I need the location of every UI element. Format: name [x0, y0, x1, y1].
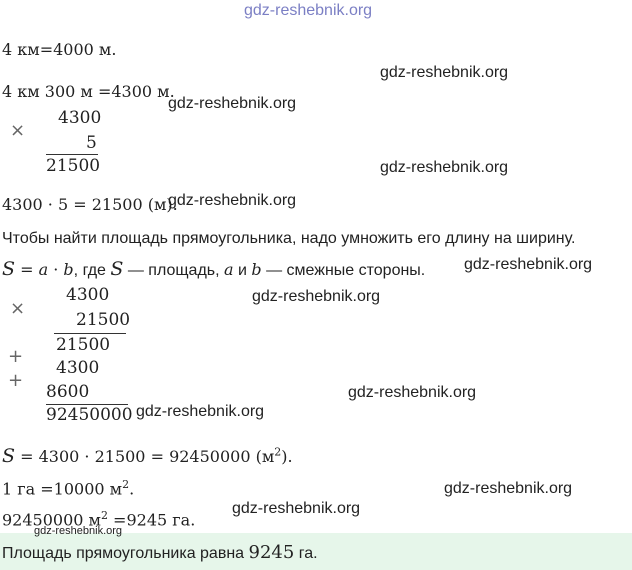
line4-sup: 2 — [274, 445, 282, 459]
watermark: gdz-reshebnik.org — [168, 192, 297, 209]
line-4km300m: 4 км 300 м =4300 м. — [2, 82, 175, 101]
formula-line — [2, 258, 425, 280]
answer-text — [2, 542, 318, 563]
line4-rest: = 4300 · 21500 = 92450000 (м — [15, 447, 275, 466]
formula-where: где — [78, 262, 111, 279]
line-1ha — [2, 478, 134, 498]
answer-box — [0, 533, 632, 570]
watermark: gdz-reshebnik.org — [232, 500, 361, 517]
line5-end: . — [129, 479, 135, 499]
line-4km: 4 км=4000 м. — [2, 40, 117, 59]
mult2-rule-1 — [54, 333, 126, 334]
line6-b: =9245 га. — [107, 510, 196, 530]
mult2-partial-1: 21500 — [56, 335, 111, 355]
mult2-partial-3: 8600 — [46, 382, 90, 402]
watermark: gdz-reshebnik.org — [380, 159, 509, 176]
formula-dot: · — [48, 260, 64, 279]
formula-dash1: — площадь, — [123, 262, 224, 279]
line4-end: ). — [281, 447, 293, 466]
mult2-partial-2: 4300 — [56, 358, 100, 378]
formula-S: S — [2, 258, 16, 280]
mult2-operand-a: 4300 — [66, 285, 110, 305]
formula-b: b — [63, 260, 74, 279]
formula-comma: , — [73, 262, 79, 279]
mult1-operand-b: 5 — [86, 133, 97, 153]
line4-S: S — [2, 445, 16, 467]
line6-sup: 2 — [100, 509, 108, 522]
formula-and: и — [233, 262, 252, 279]
watermark: gdz-reshebnik.org — [168, 95, 297, 112]
mult2-operand-b: 21500 — [76, 310, 131, 330]
watermark-small: gdz-reshebnik.org — [34, 525, 123, 537]
formula-b2: b — [251, 260, 262, 279]
mult2-result: 92450000 — [46, 405, 133, 425]
line-4300x5: 4300 · 5 = 21500 (м). — [2, 195, 178, 214]
watermark: gdz-reshebnik.org — [136, 403, 265, 420]
watermark-top: gdz-reshebnik.org — [244, 2, 373, 19]
formula-a2: a — [224, 260, 234, 279]
answer-label: Площадь прямоугольника равна — [2, 545, 249, 562]
answer-number: 9245 — [248, 542, 295, 563]
watermark: gdz-reshebnik.org — [380, 64, 509, 81]
multiply-sign-1: × — [10, 120, 26, 141]
rule-text: Чтобы найти площадь прямоугольника, надо умножить его длину на ширину. — [2, 230, 576, 247]
watermark: gdz-reshebnik.org — [464, 256, 593, 273]
line6-a: 92450000 м — [2, 510, 101, 530]
plus-sign-2: + — [8, 370, 24, 391]
watermark: gdz-reshebnik.org — [444, 480, 573, 497]
formula-eq: = — [15, 260, 39, 279]
watermark: gdz-reshebnik.org — [348, 384, 477, 401]
mult1-rule — [46, 154, 98, 155]
multiply-sign-2: × — [10, 298, 26, 319]
formula-S2: S — [110, 258, 124, 280]
mult1-result: 21500 — [46, 156, 101, 176]
formula-a: a — [38, 260, 49, 279]
line5-sup: 2 — [122, 478, 130, 491]
watermark: gdz-reshebnik.org — [252, 288, 381, 305]
mult1-operand-a: 4300 — [58, 108, 102, 128]
line5-text: 1 га =10000 м — [2, 479, 123, 499]
answer-unit: га. — [294, 545, 318, 562]
formula-dash2: — смежные стороны. — [261, 262, 426, 279]
line-area-calc — [2, 445, 293, 467]
plus-sign-1: + — [8, 346, 24, 367]
